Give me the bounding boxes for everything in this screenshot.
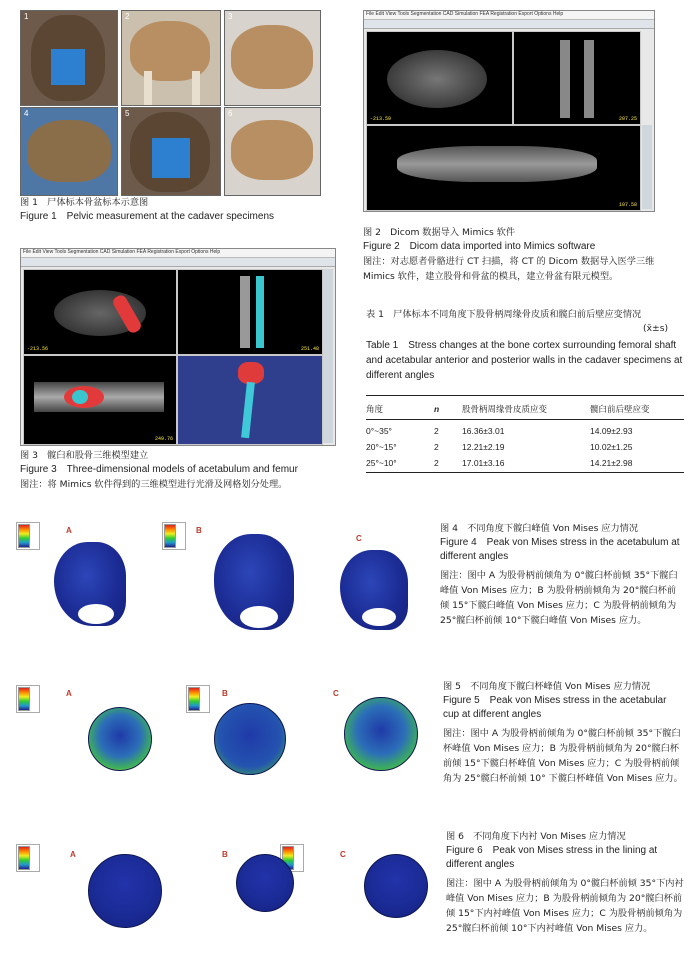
axial-view: -213.56: [23, 269, 177, 355]
figure-5-caption-en: Figure 5 Peak von Mises stress in the acetabular cup at different angles: [443, 695, 667, 720]
cell-angle: 20°~15°: [366, 442, 397, 452]
table-bottom-rule: [366, 472, 684, 473]
figure-4-note: 图注：图中 A 为股骨柄前倾角为 0°髋臼杯前倾 35°下髋臼峰值 Von Mises 应力；B 为股骨柄前倾角为 20°髋臼杯前倾 15°下髋臼峰值 Von Mises 应力；C 为股骨柄前倾角为 25°髋臼杯前倾 10°下髋臼峰值 Von Mises 应力。: [440, 570, 678, 626]
fea-panel-a: [14, 520, 154, 642]
figure-6-note: 图注：图中 A 为股骨柄前倾角为 0°髋臼杯前倾 35°下内衬峰值 Von Mises 应力；B 为股骨柄前倾角为 20°髋臼杯前倾 15°下内衬峰值 Von Mises 应力；C 为股骨柄前倾角为 25°髋臼杯前倾 10°下内衬峰值 Von Mises 应力。: [446, 878, 684, 934]
fea-panel-b: [184, 683, 294, 805]
header-n: n: [434, 404, 440, 414]
menu-bar: File Edit View Tools Segmentation CAD Simulation FEA Registration Export Options Help: [364, 11, 654, 20]
panel-letter-b: B: [222, 689, 228, 698]
figure-3-note: 图注：将 Mimics 软件得到的三维模型进行光滑及网格划分处理。: [20, 479, 288, 490]
sagittal-view: 249.76: [23, 355, 177, 445]
panel-number: 1: [24, 12, 29, 21]
sagittal-view: 107.58: [366, 125, 641, 211]
fea-panel-b: [160, 520, 300, 642]
panel-number: 4: [24, 109, 29, 118]
panel-letter-a: A: [66, 526, 72, 535]
panel-letter-a: A: [70, 850, 76, 859]
header-angle: 角度: [366, 404, 384, 414]
data-table-body: [366, 423, 684, 471]
figure-2-caption-en: Figure 2 Dicom data imported into Mimics software: [363, 241, 596, 252]
panel-letter-b: B: [222, 850, 228, 859]
coronal-view: 251.48: [177, 269, 323, 355]
menu-bar: File Edit View Tools Segmentation CAD Simulation FEA Registration Export Options Help: [21, 249, 335, 258]
cell-n: 2: [434, 442, 439, 452]
specimen-photo-4: [20, 107, 118, 196]
fea-panel-c: [330, 842, 430, 954]
cell-n: 2: [434, 458, 439, 468]
table-1-title-en: Table 1 Stress changes at the bone cortex surrounding femoral shaft and acetabular anterior and posterior walls in the cadaver specimens at different angles: [366, 340, 683, 381]
figure-5-caption-cn: 图 5 不同角度下髋臼杯峰值 Von Mises 应力情况: [443, 681, 651, 692]
figure-6-caption-en: Figure 6 Peak von Mises stress in the lining at different angles: [446, 845, 658, 870]
3d-model-view: [177, 355, 323, 445]
panel-letter-b: B: [196, 526, 202, 535]
header-acetabular-strain: 髋臼前后壁应变: [590, 404, 650, 414]
fea-panel-b: [200, 842, 310, 954]
panel-letter-c: C: [340, 850, 346, 859]
cell-femoral-strain: 12.21±2.19: [462, 442, 505, 452]
toolbar: [364, 20, 654, 29]
table-row: [366, 455, 684, 471]
figure-2-caption-cn: 图 2 Dicom 数据导入 Mimics 软件: [363, 227, 516, 238]
table-top-rule: [366, 395, 684, 396]
specimen-photo-5: [121, 107, 221, 196]
table-row: [366, 439, 684, 455]
table-mid-rule: [366, 419, 684, 420]
cell-femoral-strain: 16.36±3.01: [462, 426, 505, 436]
figure-3-caption-en: Figure 3 Three-dimensional models of acetabulum and femur: [20, 464, 298, 475]
side-tool-panel: [642, 125, 652, 209]
specimen-photo-1: [20, 10, 118, 106]
side-tool-panel: [323, 269, 333, 443]
axial-view: -213.59: [366, 31, 513, 125]
cell-femoral-strain: 17.01±3.16: [462, 458, 505, 468]
cell-acetabular-strain: 10.02±1.25: [590, 442, 633, 452]
cell-angle: 25°~10°: [366, 458, 397, 468]
figure-3-caption-cn: 图 3 髋臼和股骨三维模型建立: [20, 450, 149, 461]
coronal-view: 207.25: [513, 31, 641, 125]
specimen-photo-3: [224, 10, 321, 106]
data-table: [366, 401, 684, 417]
fea-panel-c: [304, 520, 434, 642]
panel-number: 6: [228, 109, 233, 118]
panel-letter-c: C: [356, 534, 362, 543]
cell-angle: 0°~35°: [366, 426, 392, 436]
cell-acetabular-strain: 14.21±2.98: [590, 458, 633, 468]
figure-6-caption-cn: 图 6 不同角度下内衬 Von Mises 应力情况: [446, 831, 626, 842]
cell-acetabular-strain: 14.09±2.93: [590, 426, 633, 436]
specimen-photo-6: [224, 107, 321, 196]
figure-4-caption-en: Figure 4 Peak von Mises stress in the acetabulum at different angles: [440, 537, 680, 562]
panel-number: 2: [125, 12, 130, 21]
panel-letter-c: C: [333, 689, 339, 698]
fea-panel-c: [300, 683, 420, 805]
figure-5-note: 图注：图中 A 为股骨柄前倾角为 0°髋臼杯前倾 35°下髋臼杯峰值 Von Mises 应力；B 为股骨柄前倾角为 20°髋臼杯前倾 15°下髋臼杯峰值 Von Mises 应力；C 为股骨柄前倾角为 25°髋臼杯前倾 10° 下髋臼杯峰值 Von Mises 应力。: [443, 728, 683, 784]
toolbar: [21, 258, 335, 267]
table-row: [366, 423, 684, 439]
mimics-window-fig2: [363, 10, 655, 212]
panel-letter-a: A: [66, 689, 72, 698]
cell-n: 2: [434, 426, 439, 436]
mimics-window-fig3: [20, 248, 336, 446]
panel-number: 3: [228, 12, 233, 21]
panel-number: 5: [125, 109, 130, 118]
figure-4-caption-cn: 图 4 不同角度下髋臼峰值 Von Mises 应力情况: [440, 523, 639, 534]
figure-1-caption-cn: 图 1 尸体标本骨盆标本示意图: [20, 197, 149, 208]
fea-panel-a: [14, 842, 168, 954]
figure-2-note: 图注：对志愿者骨骼进行 CT 扫描，将 CT 的 Dicom 数据导入医学三维 Mimics 软件，建立股骨和骨盆的模具，建立骨盆有限元模型。: [363, 256, 655, 282]
specimen-photo-2: [121, 10, 221, 106]
table-header-row: [366, 401, 684, 417]
header-femoral-strain: 股骨柄周缘骨皮质应变: [462, 404, 548, 414]
table-1-title-cn: 表 1 尸体标本不同角度下股骨柄周缘骨皮质和髋臼前后壁应变情况: [366, 309, 642, 320]
fea-panel-a: [14, 683, 154, 805]
figure-1-caption-en: Figure 1 Pelvic measurement at the cadaver specimens: [20, 211, 275, 222]
table-1-stat-label: (x̄±s): [643, 323, 669, 334]
